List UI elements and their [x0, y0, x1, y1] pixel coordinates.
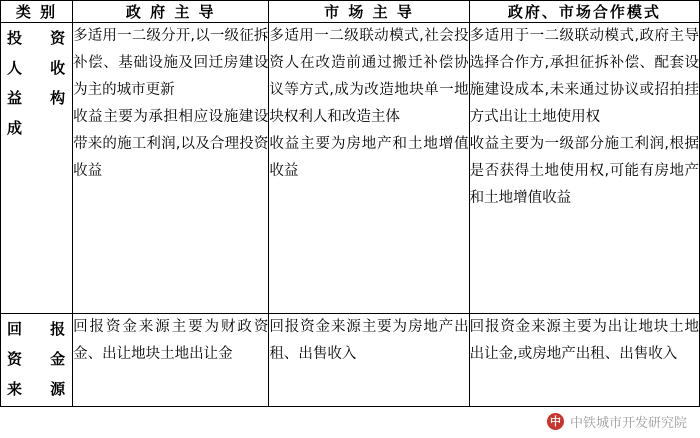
row-label-investor-return-composition [1, 23, 73, 314]
table-row [1, 314, 700, 407]
row-label-line: 成 [7, 119, 24, 137]
row-label-line: 来 源 [7, 380, 67, 398]
column-header-cooperation-model: 政府、市场合作模式 [469, 1, 699, 23]
watermark-text: 中铁城市开发研究院 [569, 416, 687, 431]
table-row [1, 23, 700, 314]
table-header-row [1, 1, 700, 23]
row-label-return-funding-source [1, 314, 73, 407]
row-label-line: 投 资 [7, 29, 67, 47]
row-label-line: 人 收 [7, 59, 67, 77]
cell-investor-return-market: 多适用一二级联动模式,社会投资人在改造前通过搬迁补偿协议等方式,成为改造地块单一地块权利人和改造主体 收益主要为房地产和土地增值收益 [269, 23, 469, 314]
logo-icon: 中 [547, 413, 564, 430]
cell-funding-source-market: 回报资金来源主要为房地产出租、出售收入 [269, 314, 469, 407]
cell-funding-source-cooperation: 回报资金来源主要为出让地块土地出让金,或房地产出租、出售收入 [469, 314, 699, 407]
cell-investor-return-government: 多适用一二级分开,以一级征拆补偿、基础设施及回迁房建设为主的城市更新 收益主要为承担相应设施建设带来的施工利润,以及合理投资收益 [73, 23, 269, 314]
row-label-line: 资 金 [7, 350, 67, 368]
cell-investor-return-cooperation: 多适用于一二级联动模式,政府主导选择合作方,承担征拆补偿、配套设施建设成本,未来通过协议或招拍挂方式出让土地使用权 收益主要为一级部分施工利润,根据是否获得土地使用权,可能有房地产和土地增值收益 [469, 23, 699, 314]
column-header-government-led: 政 府 主 导 [73, 1, 269, 23]
column-header-category: 类 别 [1, 1, 73, 23]
column-header-market-led: 市 场 主 导 [269, 1, 469, 23]
cell-funding-source-government: 回报资金来源主要为财政资金、出让地块土地出让金 [73, 314, 269, 407]
row-label-line: 回 报 [7, 320, 67, 338]
row-label-line: 益 构 [7, 89, 67, 107]
watermark [544, 411, 690, 432]
